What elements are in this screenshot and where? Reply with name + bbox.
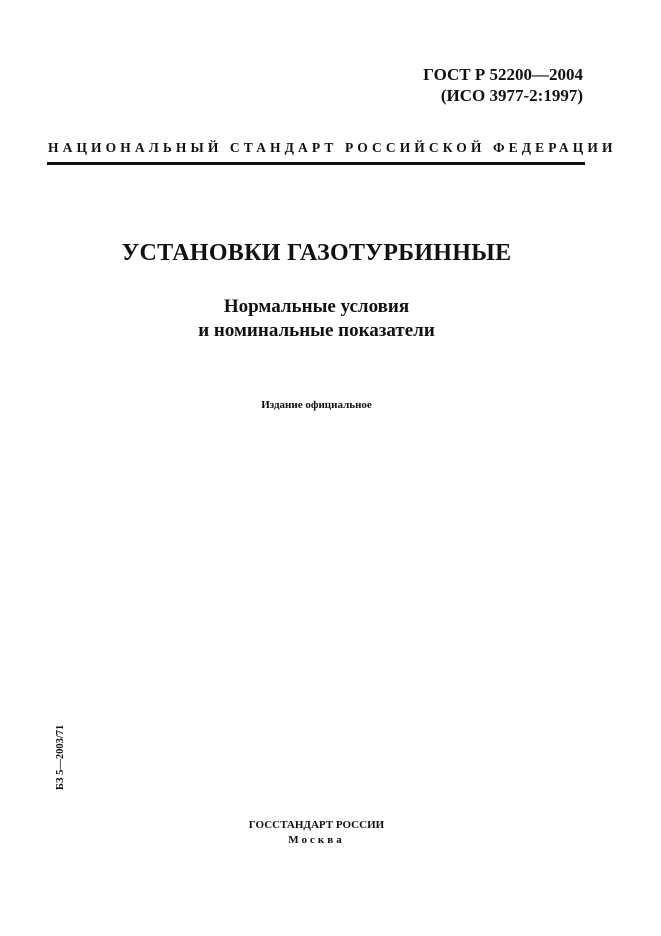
standard-designation	[423, 64, 583, 106]
publisher-city: Москва	[288, 834, 345, 846]
standard-number: ГОСТ Р 52200—2004	[423, 65, 583, 84]
subtitle-line-2: и номинальные показатели	[198, 320, 435, 341]
document-title: УСТАНОВКИ ГАЗОТУРБИННЫЕ	[121, 240, 512, 266]
subtitle-line-1: Нормальные условия	[223, 296, 410, 317]
catalog-code: БЗ 5—2003/71	[55, 724, 66, 790]
edition-note: Издание официальное	[261, 399, 372, 411]
national-standard-banner: НАЦИОНАЛЬНЫЙ СТАНДАРТ РОССИЙСКОЙ ФЕДЕРАЦИИ	[48, 140, 617, 155]
document-subtitle	[0, 295, 633, 343]
header-divider	[47, 162, 585, 165]
publisher-name: ГОССТАНДАРТ РОССИИ	[248, 819, 385, 831]
publisher-block	[0, 818, 633, 848]
iso-equivalent: (ИСО 3977-2:1997)	[440, 86, 583, 105]
